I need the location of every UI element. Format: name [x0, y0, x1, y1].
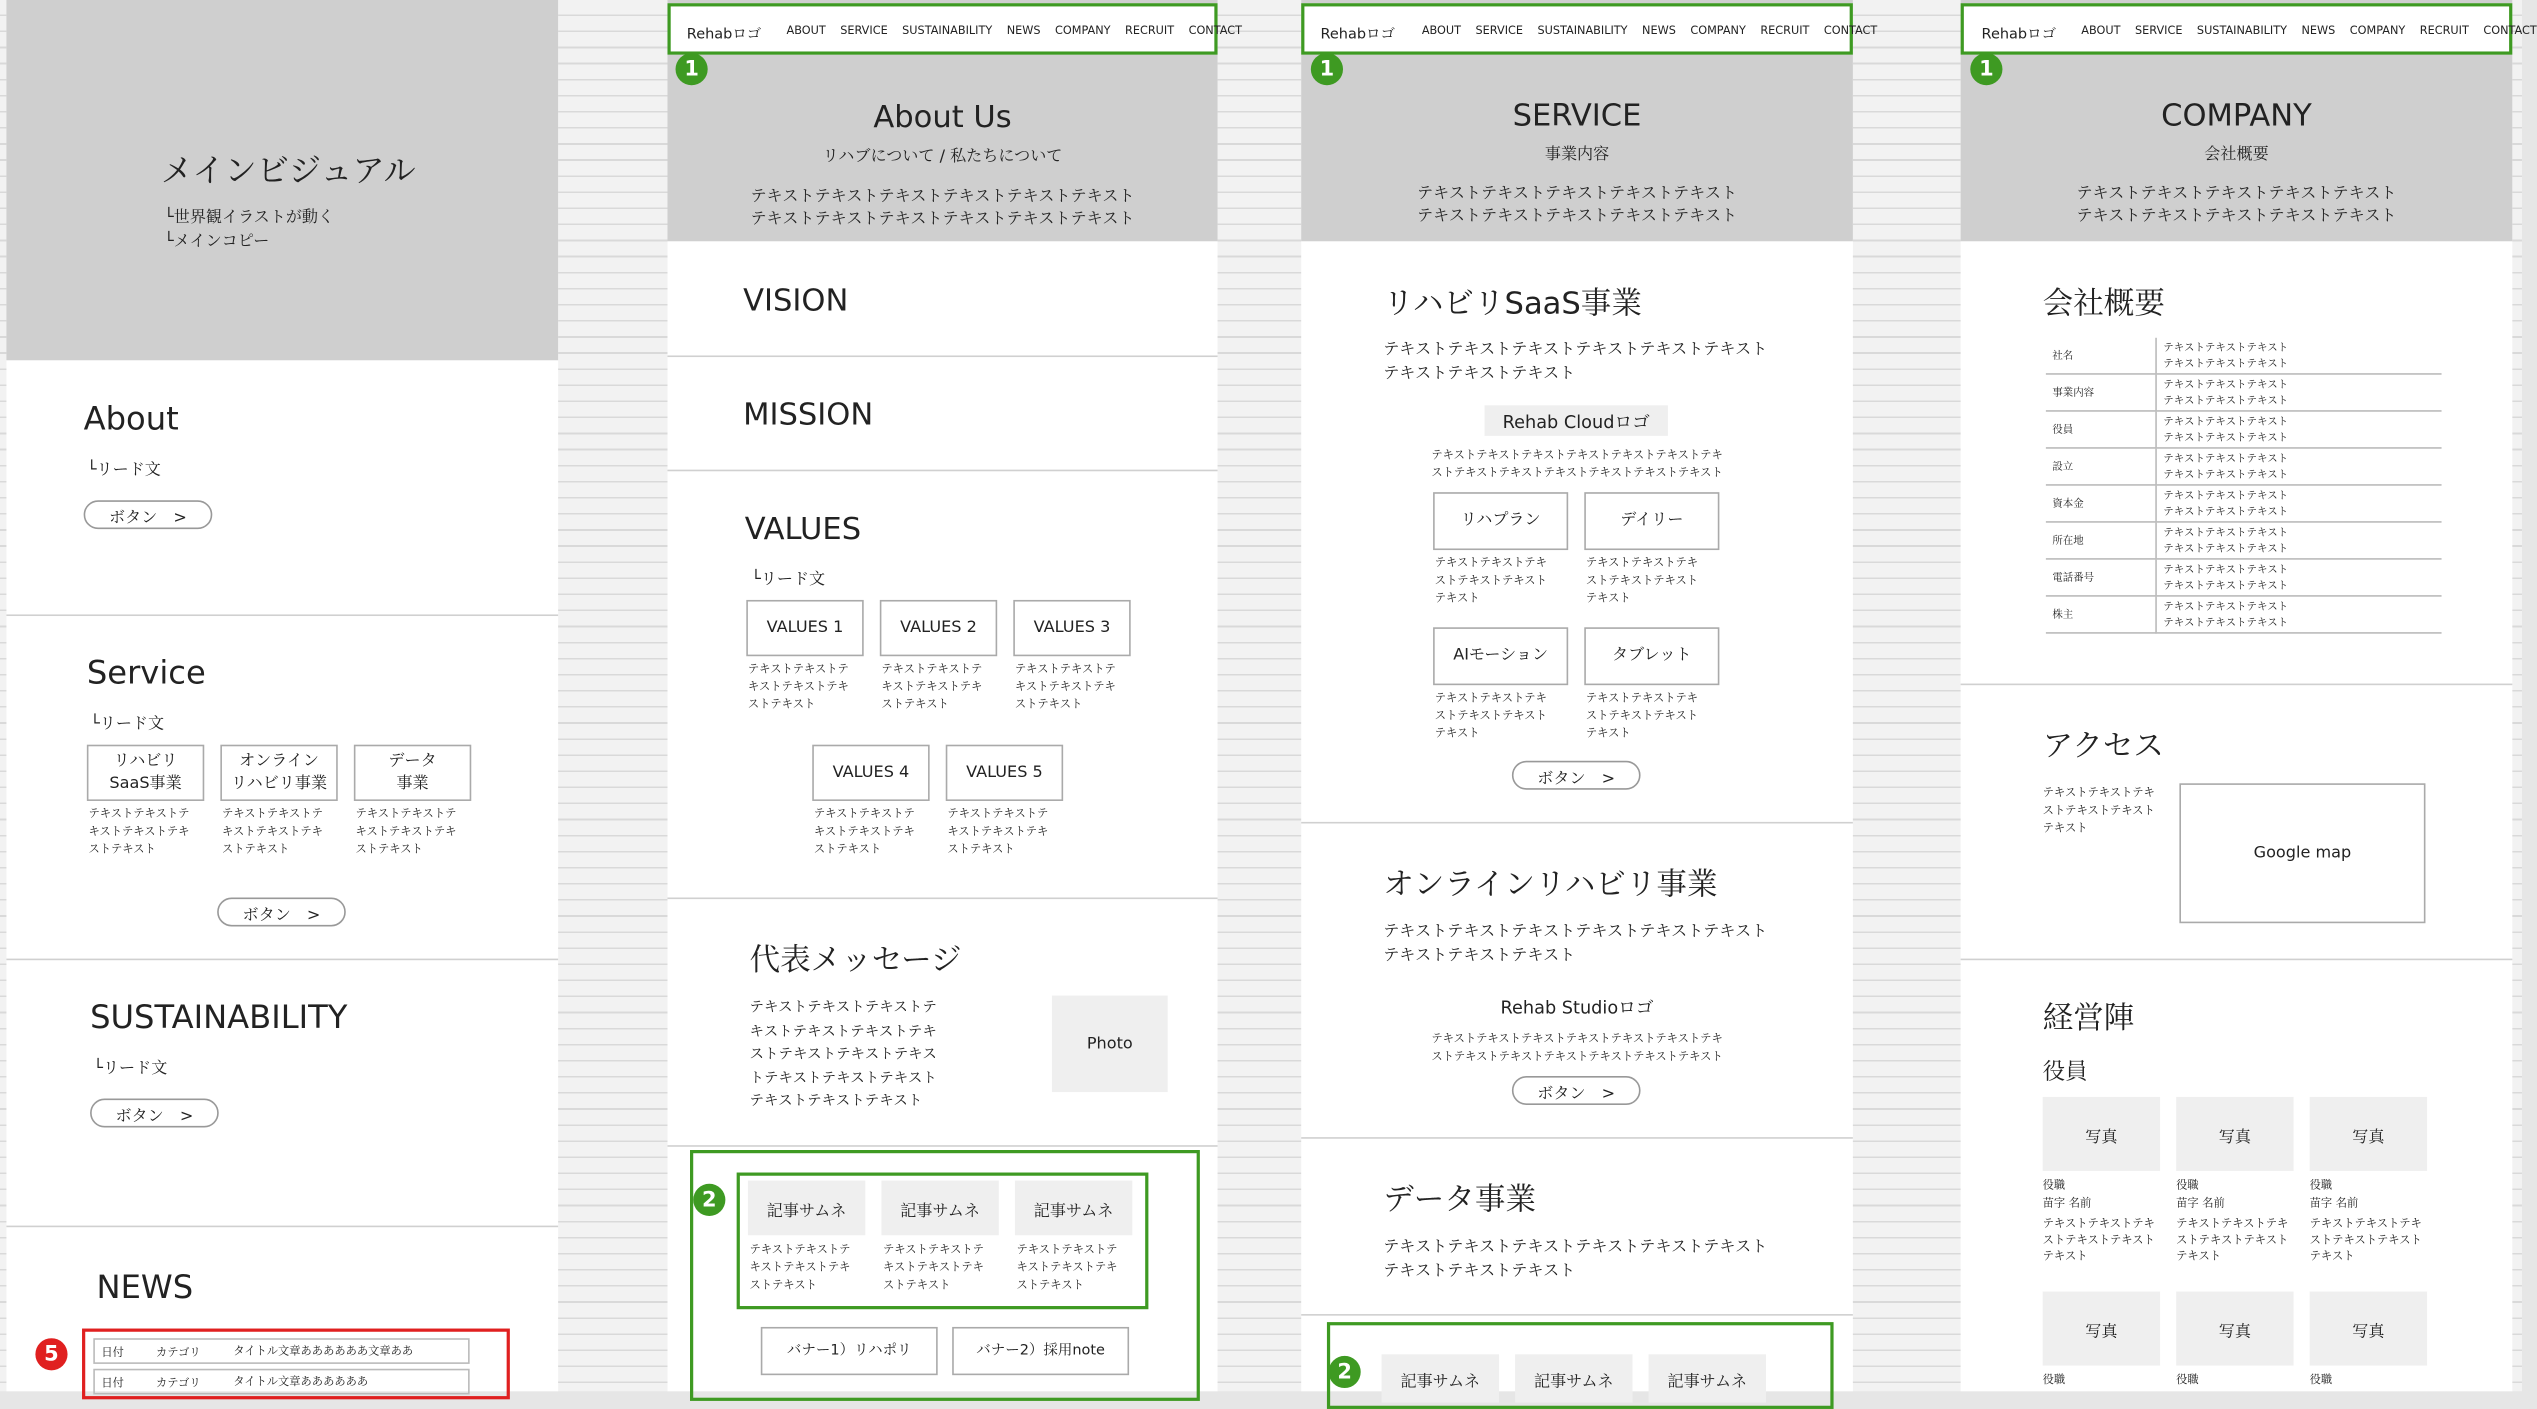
news-date: 日付: [101, 1346, 124, 1360]
nav-menu: [1422, 24, 1877, 37]
product-text: テキストテキストテキ ストテキストテキスト テキスト: [1585, 691, 1699, 740]
nav-menu: [787, 24, 1242, 37]
service-card[interactable]: リハビリ SaaS事業: [87, 745, 204, 801]
product-text: テキストテキストテキ ストテキストテキスト テキスト: [1434, 556, 1547, 605]
sustainability-button[interactable]: ボタン >: [90, 1099, 219, 1128]
values-card[interactable]: VALUES 3: [1013, 600, 1130, 656]
news-headline: タイトル文章ああああああ: [233, 1375, 369, 1389]
marker-one: 1: [1311, 53, 1343, 85]
rehab-cloud-text: ストテキストテキストテキストテキストテキストテキスト: [1431, 466, 1723, 480]
service-page-column: [1301, 0, 1878, 1391]
global-nav: [1961, 3, 2537, 54]
officer-photo: 写真: [2043, 1292, 2160, 1366]
mission-title: MISSION: [743, 397, 874, 433]
online-text: テキストテキストテキストテキストテキストテキスト: [1383, 923, 1768, 941]
about-hero-text: テキストテキストテキストテキストテキストテキスト: [750, 210, 1135, 229]
online-text: テキストテキストテキスト: [1383, 947, 1576, 966]
overview-row: [2046, 411, 2442, 448]
rehab-studio-logo: Rehab Studioロゴ: [1500, 997, 1654, 1019]
data-text: テキストテキストテキスト: [1383, 1262, 1576, 1281]
online-title: オンラインリハビリ事業: [1383, 866, 1718, 903]
officer-text: テキストテキストテキ ストテキストテキスト テキスト: [2042, 1217, 2155, 1263]
overview-key: 所在地: [2046, 522, 2156, 559]
overview-value: テキストテキストテキスト テキストテキストテキスト: [2156, 559, 2441, 596]
overview-key: 資本金: [2046, 485, 2156, 522]
company-hero-title: COMPANY: [2161, 98, 2312, 134]
nav-item-recruit[interactable]: RECRUIT: [1760, 24, 1810, 37]
overview-key: 株主: [2046, 596, 2156, 633]
officer-role: 役職: [2176, 1373, 2199, 1387]
saas-title: リハビリSaaS事業: [1383, 286, 1642, 322]
overview-key: 電話番号: [2046, 559, 2156, 596]
service-card-text: テキストテキストテ キストテキストテキ ストテキスト: [88, 807, 190, 856]
service-hero-title: SERVICE: [1512, 98, 1642, 134]
company-page-column: [1961, 0, 2537, 1391]
nav-item-company[interactable]: COMPANY: [1055, 24, 1111, 37]
main-visual-note: └世界観イラストが動く: [164, 209, 335, 227]
product-text: テキストテキストテキ ストテキストテキスト テキスト: [1585, 556, 1699, 605]
nav-item-about[interactable]: ABOUT: [2081, 24, 2121, 37]
news-category: カテゴリ: [156, 1376, 201, 1390]
nav-item-news[interactable]: NEWS: [1006, 24, 1041, 37]
nav-item-sustainability[interactable]: SUSTAINABILITY: [902, 24, 993, 37]
overview-row: [2046, 522, 2442, 559]
sustainability-lead: └リード文: [93, 1059, 168, 1078]
divider: [667, 470, 1217, 472]
service-card-text: テキストテキストテ キストテキストテキ ストテキスト: [221, 807, 323, 856]
product-card[interactable]: AIモーション: [1433, 627, 1568, 685]
banner-recruit-note[interactable]: バナー2）採用note: [952, 1327, 1129, 1375]
officer-role: 役職: [2176, 1178, 2199, 1192]
news-category: カテゴリ: [156, 1346, 201, 1360]
nav-logo[interactable]: Rehabロゴ: [686, 27, 762, 44]
service-card-text: テキストテキストテ キストテキストテキ ストテキスト: [355, 807, 457, 856]
overview-value: テキストテキストテキスト テキストテキストテキスト: [2156, 448, 2441, 485]
values-lead: └リード文: [751, 570, 826, 589]
overview-row: [2046, 596, 2442, 633]
nav-logo[interactable]: Rehabロゴ: [1981, 27, 2057, 44]
officer-role: 役職: [2309, 1178, 2333, 1192]
divider: [667, 897, 1217, 899]
nav-item-recruit[interactable]: RECRUIT: [2419, 24, 2469, 37]
service-card[interactable]: オンライン リハビリ事業: [220, 745, 337, 801]
values-card[interactable]: VALUES 1: [746, 600, 863, 656]
officer-text: テキストテキストテキ ストテキストテキスト テキスト: [2176, 1217, 2289, 1263]
service-hero-subtitle: 事業内容: [1544, 146, 1610, 165]
news-row[interactable]: [93, 1338, 469, 1364]
company-hero-text: テキストテキストテキストテキストテキスト: [2076, 207, 2397, 226]
divider: [667, 1145, 1217, 1147]
company-hero-text: テキストテキストテキストテキストテキスト: [2076, 184, 2397, 203]
values-text: テキストテキストテ キストテキストテキ ストテキスト: [881, 662, 983, 711]
values-card[interactable]: VALUES 4: [812, 745, 929, 801]
message-text: テキストテキストテキストテ キストテキストテキストテキ ストテキストテキストテキス トテキストテキストテキスト テキストテキストテキスト: [749, 1000, 937, 1110]
service-hero-text: テキストテキストテキストテキストテキスト: [1417, 207, 1738, 226]
banner-rehapoli[interactable]: バナー1）リハポリ: [761, 1327, 938, 1375]
product-text: テキストテキストテキ ストテキストテキスト テキスト: [1434, 691, 1547, 740]
about-hero-subtitle: リハブについて / 私たちについて: [822, 147, 1063, 166]
nav-item-news[interactable]: NEWS: [1642, 24, 1676, 37]
officers-title: 役員: [2042, 1059, 2088, 1086]
rehab-studio-text: ストテキストテキストテキストテキストテキストテキスト: [1431, 1050, 1723, 1064]
nav-logo[interactable]: Rehabロゴ: [1320, 27, 1396, 44]
about-lead: └リード文: [86, 461, 161, 480]
officer-name: 苗字 名前: [2042, 1196, 2092, 1210]
rehab-cloud-logo: Rehab Cloudロゴ: [1485, 405, 1668, 436]
service-card[interactable]: データ 事業: [354, 745, 471, 801]
overview-value: テキストテキストテキスト テキストテキストテキスト: [2156, 411, 2441, 448]
marker-two: 2: [693, 1184, 725, 1216]
nav-menu: [2081, 24, 2536, 37]
about-page-column: [667, 0, 1242, 1391]
values-text: テキストテキストテ キストテキストテキ ストテキスト: [813, 807, 915, 856]
product-card[interactable]: デイリー: [1584, 492, 1719, 550]
officer-photo: 写真: [2310, 1097, 2427, 1171]
nav-item-recruit[interactable]: RECRUIT: [1125, 24, 1175, 37]
service-title: Service: [86, 653, 206, 692]
values-card[interactable]: VALUES 5: [946, 745, 1063, 801]
rehab-cloud-text: テキストテキストテキストテキストテキストテキストテキ: [1431, 448, 1723, 462]
access-title: アクセス: [2042, 728, 2165, 764]
article-thumbnail[interactable]: 記事サムネ: [748, 1181, 865, 1236]
overview-value: テキストテキストテキスト テキストテキストテキスト: [2156, 338, 2441, 374]
overview-key: 役員: [2046, 411, 2156, 448]
overview-row: [2046, 559, 2442, 596]
overview-key: 事業内容: [2046, 374, 2156, 411]
values-title: VALUES: [744, 511, 862, 547]
article-text: テキストテキストテ キストテキストテキ ストテキスト: [1016, 1243, 1118, 1292]
global-nav: [1301, 3, 1878, 54]
company-hero-subtitle: 会社概要: [2204, 146, 2269, 165]
message-title: 代表メッセージ: [749, 942, 962, 978]
nav-item-company[interactable]: COMPANY: [1690, 24, 1746, 37]
officer-photo: 写真: [2176, 1292, 2293, 1366]
about-button[interactable]: ボタン >: [84, 500, 213, 529]
nav-item-about[interactable]: ABOUT: [1421, 24, 1462, 37]
data-text: テキストテキストテキストテキストテキストテキスト: [1383, 1238, 1768, 1257]
nav-item-news[interactable]: NEWS: [2301, 24, 2336, 37]
nav-item-sustainability[interactable]: SUSTAINABILITY: [2196, 24, 2288, 37]
about-title: About: [83, 398, 179, 438]
overview-value: テキストテキストテキスト テキストテキストテキスト: [2156, 522, 2441, 559]
marker-two: 2: [1329, 1356, 1361, 1388]
vision-title: VISION: [743, 283, 849, 319]
news-title: NEWS: [96, 1267, 194, 1307]
service-hero-text: テキストテキストテキストテキストテキスト: [1417, 184, 1738, 203]
management-title: 経営陣: [2042, 1000, 2135, 1036]
article-thumbnail[interactable]: 記事サムネ: [1015, 1181, 1132, 1236]
about-hero-title: About Us: [873, 99, 1012, 136]
rehab-studio-text: テキストテキストテキストテキストテキストテキストテキ: [1431, 1032, 1723, 1046]
saas-text: テキストテキストテキスト: [1383, 365, 1576, 383]
about-hero-text: テキストテキストテキストテキストテキストテキスト: [750, 188, 1135, 206]
values-card[interactable]: VALUES 2: [880, 600, 997, 656]
nav-item-company[interactable]: COMPANY: [2349, 24, 2406, 37]
officer-text: テキストテキストテキ ストテキストテキスト テキスト: [2309, 1217, 2422, 1263]
news-headline: タイトル文章ああああああ文章ああ: [233, 1344, 414, 1358]
officer-name: 苗字 名前: [2176, 1196, 2225, 1210]
divider: [6, 614, 558, 616]
overview-value: テキストテキストテキスト テキストテキストテキスト: [2156, 485, 2441, 522]
overview-row: [2046, 374, 2442, 411]
marker-one: 1: [1970, 53, 2002, 85]
company-overview-table: [2046, 338, 2442, 634]
article-text: テキストテキストテ キストテキストテキ ストテキスト: [883, 1243, 984, 1292]
officer-photo: 写真: [2310, 1292, 2427, 1366]
article-thumbnail[interactable]: 記事サムネ: [881, 1181, 998, 1236]
overview-key: 社名: [2046, 338, 2156, 374]
nav-item-contact[interactable]: CONTACT: [1823, 24, 1878, 37]
marker-five: 5: [35, 1338, 67, 1370]
officer-name: 苗字 名前: [2309, 1196, 2359, 1210]
main-visual-note: └メインコピー: [164, 233, 270, 251]
officer-photo: 写真: [2043, 1097, 2160, 1171]
overview-title: 会社概要: [2042, 286, 2165, 322]
saas-button[interactable]: ボタン >: [1512, 761, 1641, 790]
officer-role: 役職: [2042, 1373, 2066, 1387]
officer-photo: 写真: [2176, 1097, 2293, 1171]
article-thumbnail[interactable]: 記事サムネ: [1649, 1354, 1766, 1402]
service-button[interactable]: ボタン >: [217, 897, 346, 926]
overview-value: テキストテキストテキスト テキストテキストテキスト: [2156, 374, 2441, 411]
article-thumbnail[interactable]: 記事サムネ: [1515, 1354, 1632, 1402]
global-nav: [667, 3, 1242, 54]
product-card[interactable]: タブレット: [1584, 627, 1719, 685]
product-card[interactable]: リハプラン: [1433, 492, 1568, 550]
divider: [6, 1226, 558, 1228]
data-title: データ事業: [1383, 1182, 1537, 1218]
divider: [1301, 1137, 1853, 1139]
divider: [1301, 822, 1853, 824]
nav-item-contact[interactable]: CONTACT: [1188, 24, 1242, 37]
top-page-column: [6, 0, 558, 1391]
divider: [1961, 684, 2513, 686]
overview-value: テキストテキストテキスト テキストテキストテキスト: [2156, 596, 2441, 633]
overview-key: 設立: [2046, 448, 2156, 485]
news-row[interactable]: [93, 1369, 469, 1395]
nav-item-contact[interactable]: CONTACT: [2483, 24, 2537, 37]
values-text: テキストテキストテ キストテキストテキ ストテキスト: [947, 807, 1049, 856]
values-text: テキストテキストテ キストテキストテキ ストテキスト: [1014, 662, 1116, 711]
news-date: 日付: [101, 1376, 124, 1390]
overview-row: [2046, 338, 2442, 374]
nav-item-service[interactable]: SERVICE: [2134, 24, 2183, 37]
main-visual-title: メインビジュアル: [160, 151, 416, 190]
service-lead: └リード文: [90, 715, 165, 734]
divider: [667, 355, 1217, 357]
nav-item-service[interactable]: SERVICE: [840, 24, 888, 37]
ceo-photo: Photo: [1052, 996, 1168, 1093]
officer-role: 役職: [2309, 1373, 2333, 1387]
access-text: テキストテキストテキ ストテキストテキスト テキスト: [2042, 786, 2155, 835]
divider: [1301, 1314, 1853, 1316]
google-map[interactable]: Google map: [2179, 783, 2425, 923]
overview-row: [2046, 448, 2442, 485]
article-text: テキストテキストテ キストテキストテキ ストテキスト: [749, 1243, 851, 1292]
values-text: テキストテキストテ キストテキストテキ ストテキスト: [747, 662, 849, 711]
divider: [1961, 959, 2513, 961]
marker-one: 1: [676, 53, 708, 85]
nav-item-about[interactable]: ABOUT: [786, 24, 826, 37]
online-button[interactable]: ボタン >: [1512, 1076, 1641, 1105]
saas-text: テキストテキストテキストテキストテキストテキスト: [1383, 340, 1768, 359]
divider: [6, 959, 558, 961]
sustainability-title: SUSTAINABILITY: [90, 997, 348, 1036]
article-thumbnail[interactable]: 記事サムネ: [1382, 1354, 1499, 1402]
nav-item-service[interactable]: SERVICE: [1475, 24, 1524, 37]
officer-role: 役職: [2042, 1178, 2066, 1192]
overview-row: [2046, 485, 2442, 522]
nav-item-sustainability[interactable]: SUSTAINABILITY: [1537, 24, 1628, 37]
